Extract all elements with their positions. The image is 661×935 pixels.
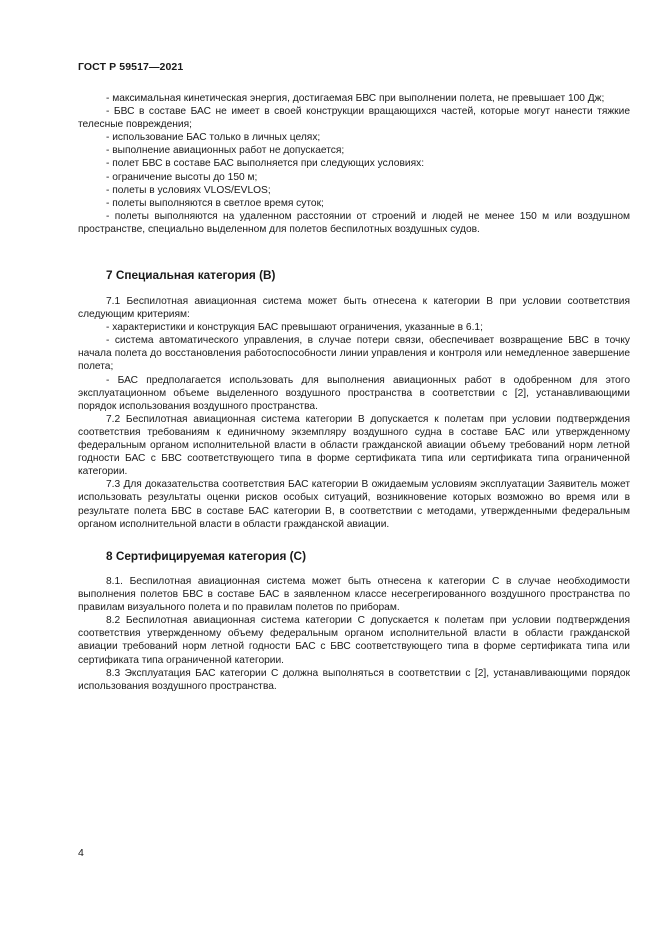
list-item: - выполнение авиационных работ не допускается; [106, 145, 345, 157]
intro-list [78, 92, 630, 236]
paragraph: 8.3 Эксплуатация БАС категории С должна выполняться в соответствии с [2], устанавливающими порядок использования воздушного пространства. [78, 667, 630, 692]
list-item: - полеты в условиях VLOS/EVLOS; [106, 184, 271, 196]
section-8-body [78, 575, 630, 693]
list-item: - использование БАС только в личных целях; [106, 132, 321, 144]
section-7-title: 7 Специальная категория (В) [106, 268, 276, 282]
section-8-title: 8 Сертифицируемая категория (С) [106, 549, 306, 563]
list-item: - БВС в составе БАС не имеет в своей конструкции вращающихся частей, которые могут нанести тяжкие телесные повреждения; [78, 106, 630, 131]
list-item: - максимальная кинетическая энергия, достигаемая БВС при выполнении полета, не превышает 100 Дж; [106, 93, 605, 104]
list-item: - ограничение высоты до 150 м; [106, 171, 258, 183]
list-item: - БАС предполагается использовать для выполнения авиационных работ в одобренном для этого эксплуатационном объеме выделенного воздушного пространства в соответствии с [2], устанавливающими порядок использования воздушного пространства. [78, 374, 630, 412]
paragraph: 7.1 Беспилотная авиационная система может быть отнесена к категории В при условии соответствия следующим критериям: [78, 296, 630, 321]
paragraph: 7.3 Для доказательства соответствия БАС категории В ожидаемым условиям эксплуатации Заявитель может использовать результаты оценки рисков особых ситуаций, возникновение которых возможно во время или в результате полета БВС в составе БАС категории В, в соответствии с методами, утвержденными федеральным органом исполнительной власти в области гражданской авиации. [78, 479, 630, 530]
paragraph: 8.1. Беспилотная авиационная система может быть отнесена к категории С в случае необходимости выполнения полетов БВС в составе БАС в заявленном классе несегрегированного воздушного пространства по правилам визуального полета и по правилам полетов по приборам. [78, 576, 630, 614]
document-header: ГОСТ Р 59517—2021 [78, 61, 184, 73]
list-item: - система автоматического управления, в случае потери связи, обеспечивает возвращение БВС в точку начала полета до восстановления работоспособности линии управления и контроля или немедленное завершение полета; [78, 335, 630, 373]
section-7-body [78, 295, 630, 531]
paragraph: 8.2 Беспилотная авиационная система категории С допускается к полетам при условии подтверждения соответствия утвержденному объему федеральным органом исполнительной власти в области гражданской авиации требований норм летной годности БАС с БВС соответствующего типа в форме сертификата типа или сертификата типа ограниченной категории. [78, 615, 630, 666]
list-item: - характеристики и конструкция БАС превышают ограничения, указанные в 6.1; [106, 322, 483, 334]
list-item: - полет БВС в составе БАС выполняется при следующих условиях: [106, 158, 425, 170]
page-number: 4 [78, 847, 84, 859]
list-item: - полеты выполняются на удаленном расстоянии от строений и людей не менее 150 м или воздушном пространстве, специально выделенном для полетов беспилотных воздушных судов. [78, 210, 630, 235]
paragraph: 7.2 Беспилотная авиационная система категории В допускается к полетам при условии подтверждения соответствия требованиям к единичному экземпляру воздушного судна в составе БАС или утвержденному федеральным органом исполнительной власти в области гражданской авиации объему требований норм летной годности БАС с БВС соответствующего типа в форме сертификата типа или сертификата типа ограниченной категории. [78, 413, 630, 478]
list-item: - полеты выполняются в светлое время суток; [106, 197, 324, 209]
